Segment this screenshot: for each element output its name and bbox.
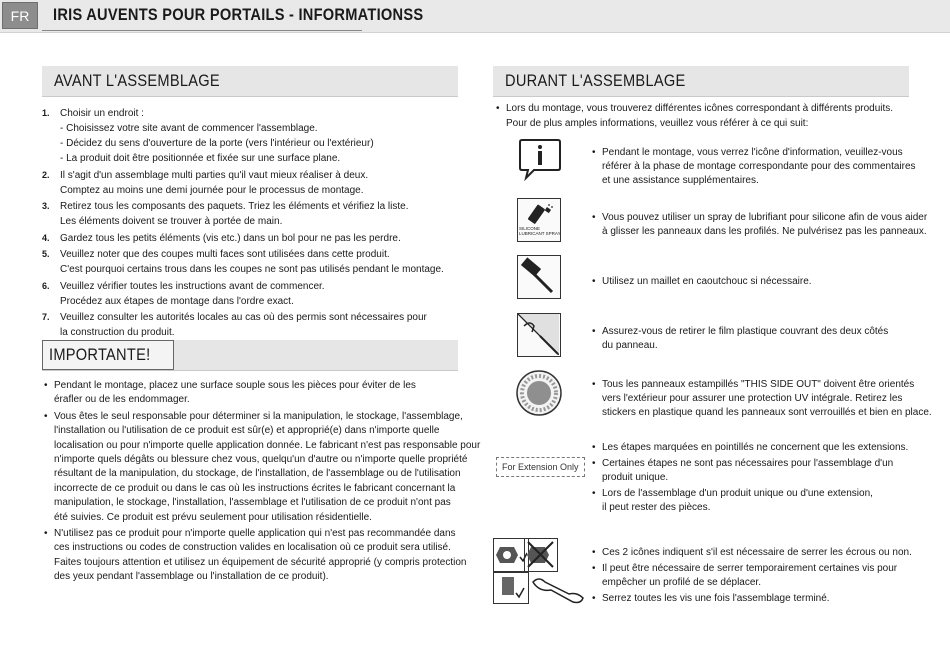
nut-tight-icon: [524, 538, 558, 572]
bullet: •: [44, 410, 48, 422]
section-header-before: [42, 66, 458, 97]
sun-text-3: stickers en plastique quand les panneaux sont verrouillés et bien en place.: [602, 407, 932, 418]
item-number: 5.: [42, 249, 50, 259]
important-line: été suivies. Ce produit est prévu seulement pour utilisation résidentielle.: [54, 511, 372, 523]
item-number: 6.: [42, 280, 50, 291]
bullet: •: [44, 528, 48, 539]
title-underline: [42, 30, 362, 31]
list-item-line: Les éléments doivent se trouver à portée de main.: [60, 216, 283, 227]
document-title: IRIS AUVENTS POUR PORTAILS - INFORMATIONSS: [53, 5, 424, 24]
sun-uv-icon: [516, 370, 562, 416]
extension-line: Les étapes marquées en pointillés ne concernent que les extensions.: [602, 442, 909, 453]
screw-line: Serrez toutes les vis une fois l'assemblage terminé.: [602, 592, 830, 604]
info-text-3: et une assistance supplémentaires.: [602, 175, 759, 186]
film-text-1: Assurez-vous de retirer le film plastique couvrant des deux côtés: [602, 326, 889, 337]
intro-line-1: Lors du montage, vous trouverez différentes icônes correspondant à différents produits.: [506, 103, 894, 114]
list-item-line: Comptez au moins une demi journée pour le processus de montage.: [60, 184, 364, 196]
item-number: 1.: [42, 108, 50, 118]
bullet: •: [592, 487, 596, 499]
list-item-line: - La produit doit être positionnée et fixée sur une surface plane.: [60, 153, 341, 164]
bullet: •: [592, 379, 596, 390]
item-number: 3.: [42, 201, 50, 211]
item-number: 2.: [42, 169, 50, 180]
extension-line: produit unique.: [602, 472, 669, 483]
info-icon: [518, 138, 562, 182]
important-line: n'importe quels dégâts ou blessure chez vous, quelqu'un d'autre ou n'importe quelle propriété: [54, 454, 468, 465]
important-line: localisation ou pour n'importe quelle application donnée. Le fabricant n'est pas responsable pour: [54, 439, 481, 451]
section-heading-text: IMPORTANTE!: [49, 345, 151, 364]
list-item-line: - Choisissez votre site avant de commencer l'assemblage.: [60, 123, 318, 134]
bullet: •: [592, 562, 596, 574]
important-line: incorrecte de ce produit ou dans le cas où les instructions écrites le fabricant concernant la: [54, 482, 456, 494]
bullet: •: [592, 547, 596, 558]
info-text-2: référer à la phase de montage correspondante pour des commentaires: [602, 161, 916, 172]
important-line: des yeux pendant l'assemblage ou l'installation de ce produit).: [54, 571, 329, 583]
spray-label: [519, 226, 561, 236]
important-line: Faites toujours attention et utilisez un équipement de sécurité approprié (y compris protection: [54, 556, 467, 568]
important-line: Pendant le montage, placez une surface souple sous les pièces pour éviter de les: [54, 380, 416, 391]
info-text-1: Pendant le montage, vous verrez l'icône d'information, veuillez-vous: [602, 147, 903, 158]
list-item-line: Procédez aux étapes de montage dans l'ordre exact.: [60, 295, 294, 307]
list-item-line: Gardez tous les petits éléments (vis etc.) dans un bol pour ne pas les perdre.: [60, 232, 401, 244]
list-item-line: Choisir un endroit :: [60, 108, 144, 119]
bullet: •: [496, 103, 500, 114]
important-line: l'installation ou l'utilisation de ce produit est sûr(e) et approprié(e) dans n'importe quelle: [54, 425, 440, 437]
item-number: 4.: [42, 232, 50, 243]
list-item-line: Retirez tous les composants des paquets. Triez les éléments et vérifiez la liste.: [60, 201, 409, 212]
important-line: ces instructions ou codes de construction valides en localisation où ce produit sera utilisé.: [54, 542, 451, 554]
important-line: Vous êtes le seul responsable pour déterminer si la manipulation, le stockage, l'assemblage,: [54, 410, 463, 422]
list-item-line: Veuillez consulter les autorités locales au cas où des permis sont nécessaires pour: [60, 312, 427, 323]
section-heading: [42, 340, 174, 370]
screw-line: Il peut être nécessaire de serrer temporairement certaines vis pour: [602, 562, 898, 574]
list-item-line: Veuillez vérifier toutes les instructions avant de commencer.: [60, 280, 325, 292]
film-text-2: du panneau.: [602, 340, 658, 351]
extension-line: il peut rester des pièces.: [602, 502, 711, 513]
bullet: •: [592, 442, 596, 453]
sun-text-2: vers l'extérieur pour assurer une protection UV intégrale. Retirez les: [602, 393, 903, 404]
screw-line: Ces 2 icônes indiquent s'il est nécessaire de serrer les écrous ou non.: [602, 547, 912, 558]
bullet: •: [592, 276, 596, 287]
important-line: érafler ou de les endommager.: [54, 394, 190, 406]
section-header-during: [493, 66, 909, 97]
screw-line: empêcher un profilé de se déplacer.: [602, 577, 761, 588]
spray-label-2: LUBRICANT SPRAY: [519, 231, 561, 236]
bullet: •: [592, 147, 596, 158]
section-heading: AVANT L'ASSEMBLAGE: [54, 71, 220, 90]
list-item-line: Il s'agit d'un assemblage multi parties qu'il vaut mieux réaliser à deux.: [60, 169, 369, 181]
sun-text-1: Tous les panneaux estampillés "THIS SIDE OUT" doivent être orientés: [602, 379, 915, 390]
important-line: résultant de la manipulation, du stockage, de l'installation, de l'assemblage ou de l'utilisation: [54, 468, 461, 480]
bolt-tighten-icon: [493, 572, 529, 604]
bullet: •: [592, 326, 596, 337]
top-bar: [0, 0, 950, 33]
extension-line: Certaines étapes ne sont pas nécessaires pour l'assemblage d'un: [602, 457, 894, 469]
list-item-line: - Décidez du sens d'ouverture de la porte (vers l'intérieur ou l'extérieur): [60, 138, 374, 149]
section-header-important: [42, 340, 458, 371]
bullet: •: [592, 592, 596, 604]
bullet: •: [592, 212, 596, 223]
list-item-line: la construction du produit.: [60, 327, 175, 338]
mallet-icon: [517, 255, 561, 299]
important-line: N'utilisez pas ce produit pour n'importe quelle application qui n'est pas recommandée dans: [54, 528, 456, 539]
mallet-text: Utilisez un maillet en caoutchouc si nécessaire.: [602, 276, 812, 287]
spray-text-1: Vous pouvez utiliser un spray de lubrifiant pour silicone afin de vous aider: [602, 212, 928, 223]
item-number: 7.: [42, 312, 50, 322]
list-item-line: C'est pourquoi certains trous dans les coupes ne sont pas utilisés pendant le montage.: [60, 264, 444, 275]
important-line: manipulation, le stockage, l'installation, l'assemblage et l'utilisation de ce produit n'ont pas: [54, 497, 451, 509]
extension-line: Lors de l'assemblage d'un produit unique ou d'une extension,: [602, 487, 873, 499]
language-badge: FR: [2, 2, 38, 29]
list-item-line: Veuillez noter que des coupes multi faces sont utilisées dans cette produit.: [60, 249, 390, 260]
spray-label-1: SILICONE: [519, 226, 541, 231]
spray-text-2: à glisser les panneaux dans les profilés. Ne pulvérisez pas les panneaux.: [602, 226, 927, 237]
film-removal-icon: [517, 313, 561, 357]
section-heading: DURANT L'ASSEMBLAGE: [505, 71, 686, 90]
intro-line-2: Pour de plus amples informations, veuillez vous référer à ce qui suit:: [506, 118, 809, 129]
wrench-hand-icon: [529, 576, 587, 606]
silicone-spray-icon: [517, 198, 561, 242]
bullet: •: [44, 380, 48, 391]
extension-only-label: For Extension Only: [496, 457, 585, 477]
bullet: •: [592, 457, 596, 469]
